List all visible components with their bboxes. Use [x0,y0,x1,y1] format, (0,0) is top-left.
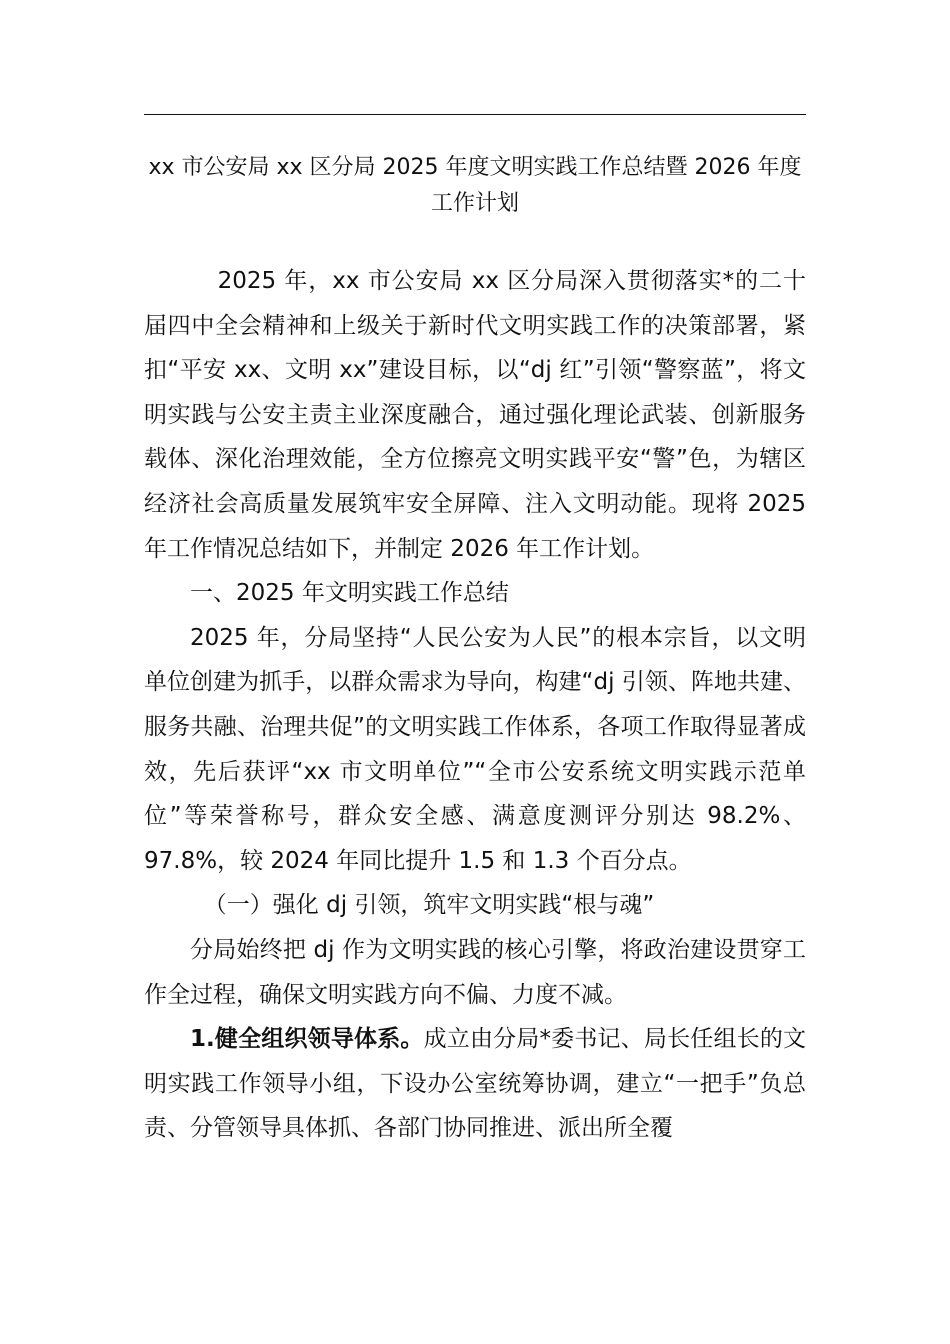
item-1-lead: 1.健全组织领导体系。 [190,1026,424,1053]
item-1-text: 成立由分局*委书记、局长任组长的文明实践工作领导小组，下设办公室统筹协调，建立“一把手”负总责、分管领导具体抓、各部门协同推进、派出所全覆 [144,1026,807,1142]
intro-paragraph: 2025 年，xx 市公安局 xx 区分局深入贯彻落实*的二十届四中全会精神和上级关于新时代文明实践工作的决策部署，紧扣“平安 xx、文明 xx”建设目标，以“dj 红”引领“警察蓝”，将文明实践与公安主责主业深度融合，通过强化理论武装、创新服务载体、深化治理效能，全方位擦亮文明实践平安“警”色，为辖区经济社会高质量发展筑牢安全屏障、注入文明动能。现将 2025 年工作情况总结如下，并制定 2026 年工作计划。 [144,268,806,562]
section-1-paragraph: 2025 年，分局坚持“人民公安为人民”的根本宗旨，以文明单位创建为抓手，以群众需求为导向，构建“dj 引领、阵地共建、服务共融、治理共促”的文明实践工作体系，各项工作取得显著成效，先后获评“xx 市文明单位”“全市公安系统文明实践示范单位”等荣誉称号，群众安全感、满意度测评分别达 98.2%、97.8%，较 2024 年同比提升 1.5 和 1.3 个百分点。 [144,624,806,874]
item-1-paragraph [144,1017,806,1151]
document-body [144,259,806,1151]
header-rule [144,114,806,115]
subsection-1-heading: （一）强化 dj 引领，筑牢文明实践“根与魂” [203,892,655,919]
section-1-heading: 一、2025 年文明实践工作总结 [190,580,509,607]
document-title: xx 市公安局 xx 区分局 2025 年度文明实践工作总结暨 2026 年度工作计划 [148,155,802,216]
subsection-1-paragraph: 分局始终把 dj 作为文明实践的核心引擎，将政治建设贯穿工作全过程，确保文明实践方向不偏、力度不减。 [144,936,806,1008]
